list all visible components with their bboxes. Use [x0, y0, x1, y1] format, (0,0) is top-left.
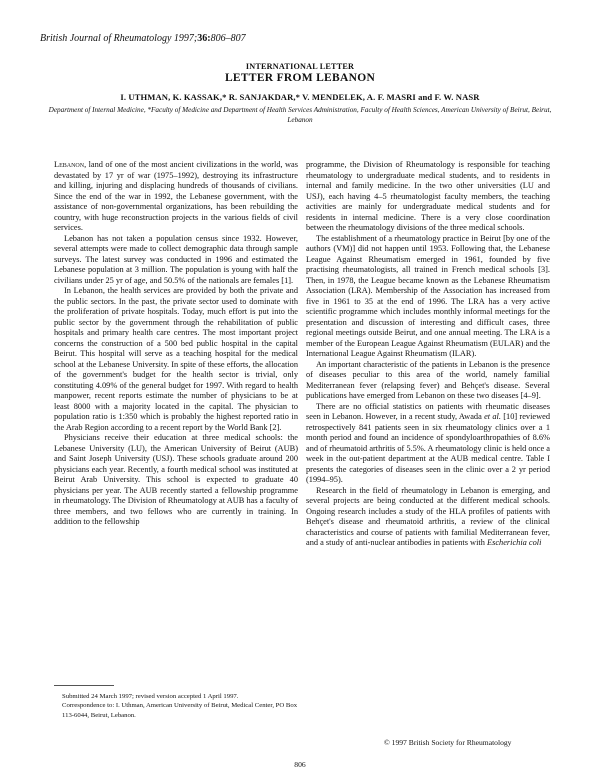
paragraph-text: Research in the field of rheumatology in Lebanon is emerging, and several projects are being conducted at the different medical schools. Ongoing research includes a study of the HLA profiles of patients with Behçet's disease and rheumatoid arthritis, a review of the clinical characteristics and course of patients with familial Mediterranean fever, and a study of anti-nuclear antibodies in patients with [306, 485, 550, 547]
correspondence-note: Correspondence to: I. Uthman, American University of Beirut, Medical Center, PO Box 113-6044, Beirut, Lebanon. [62, 702, 298, 719]
lead-word: Lebanon [54, 160, 85, 169]
right-column [306, 160, 550, 549]
journal-pages: 806–807 [210, 33, 246, 44]
author-affiliation: Department of Internal Medicine, *Faculty of Medicine and Department of Health Services Administration, Faculty of Health Sciences, American University of Beirut, Beirut, Lebanon [48, 106, 552, 124]
page-number: 806 [294, 760, 306, 769]
paragraph: programme, the Division of Rheumatology is responsible for teaching rheumatology to undergraduate medical students, and to residents in internal and family medicine. In the two other universities (LU and USJ), each having 4–5 rheumatologist faculty members, the teaching activities are mainly for undergraduate medical students and for residents in internal medicine. There is a very close coordination between the rheumatology divisions of the three medical schools. [306, 160, 550, 232]
journal-name: British Journal of Rheumatology [40, 33, 172, 44]
article-kicker: INTERNATIONAL LETTER [245, 62, 355, 71]
paragraph: In Lebanon, the health services are provided by both the private and the public sectors. In the past, the private sector used to dominate with the proliferation of private hospitals. Today, much effort is put into the public sector by the government through the rehabilitation of public hospitals and primary health care centres. The most important project concerns the construction of a 500 bed public hospital in the capital Beirut. This hospital will serve as a teaching hospital for the medical school at the Lebanese University. In spite of these efforts, the allocation of the government's budget for the health sector is trivial, only constituting 4.09% of the general budget for 1997. With regard to health manpower, recent reports estimate the number of physicians to be at least 8000 with a majority located in the capital. The physician to population ratio is 1:350 which is probably the highest reported ratio in the Arab Region according to a recent report by the World Bank [2]. [54, 286, 298, 432]
article-header [40, 62, 560, 125]
paragraph-text: , land of one of the most ancient civilizations in the world, was devastated by 17 yr of war (1975–1992), destroying its infrastructure and killing, injuring and displacing hundreds of thousands of civilians. Since the end of the war in 1992, the Lebanese government, with the assistance of non-governmental organizations, has been rebuilding the country, with huge reconstruction projects in the various fields of civil services. [54, 160, 298, 232]
journal-volume: 36: [197, 33, 211, 44]
submission-note: Submitted 24 March 1997; revised version accepted 1 April 1997. [62, 693, 239, 700]
citation-etal: et al. [484, 412, 501, 421]
paragraph [306, 402, 550, 486]
paragraph [54, 160, 298, 234]
paragraph-text: There are no official statistics on patients with rheumatic diseases seen in Lebanon. However, in a recent study, Awada [306, 401, 550, 421]
paragraph: An important characteristic of the patients in Lebanon is the presence of diseases peculiar to this area of the world, namely familial Mediterranean fever (relapsing fever) and Behçet's disease. Several publications have emerged from Lebanon on these two diseases [4–9]. [306, 359, 550, 400]
paragraph: The establishment of a rheumatology practice in Beirut [by one of the authors (VM)] did not happen until 1953. Following that, the Lebanese League Against Rheumatism emerged in 1961, founded by five practising rheumatologists, all trained in French medical schools [3]. Then, in 1978, the League became known as the Lebanese Rheumatism Association (LRA). Membership of the Association has increased from five in 1961 to 35 at the end of 1996. The LRA has a very active scientific programme which includes monthly informal meetings for the presentation and discussion of interesting and difficult cases, three regional meetings outside Beirut, and one annual meeting. The LRA is a member of the European League Against Rheumatism (EULAR) and the International League Against Rheumatism (ILAR). [306, 233, 550, 358]
paragraph: Physicians receive their education at three medical schools: the Lebanese University (LU), the American University of Beirut (AUB) and Saint Joseph University (USJ). These schools graduate around 200 physicians each year. Recently, a fourth medical school was instituted at Beirut Arab University. This school is expected to graduate 40 physicians per year. The AUB recently started a fellowship programme in rheumatology. The Division of Rheumatology at AUB has a faculty of three members, and two fellows who are currently in training. In addition to the fellowship [54, 433, 298, 526]
paragraph: Lebanon has not taken a population census since 1932. However, several attempts were made to collect demographic data through sample surveys. The latest survey was conducted in 1996 and estimated the Lebanese population at 3 million. The population is young with half the civilians under 25 yr of age, and 50.5% of the nationals are females [1]. [54, 233, 298, 285]
copyright-notice: © 1997 British Society for Rheumatology [384, 738, 512, 747]
species-name: Escherichia coli [486, 538, 542, 547]
left-column [54, 160, 298, 528]
paragraph-text: [10] reviewed retrospectively 841 patients seen in six rheumatology clinics over a 1 month period and found an incidence of spondyloarthropathies of 8.6% and of rheumatoid arthritis of 5.5%. A rheumatology clinic is held once a week in the out-patient department at the AUB medical centre. Table I presents the categories of diseases seen in the clinic over a 2 yr period (1994–95). [306, 412, 551, 484]
author-list: I. UTHMAN, K. KASSAK,* R. SANJAKDAR,* V. MENDELEK, A. F. MASRI and F. W. NASR [120, 92, 480, 102]
footnote-divider [54, 685, 114, 686]
running-head [40, 33, 246, 44]
footnotes [62, 692, 298, 720]
article-title: LETTER FROM LEBANON [224, 72, 376, 84]
paragraph [306, 486, 550, 549]
journal-year: 1997; [173, 33, 198, 44]
